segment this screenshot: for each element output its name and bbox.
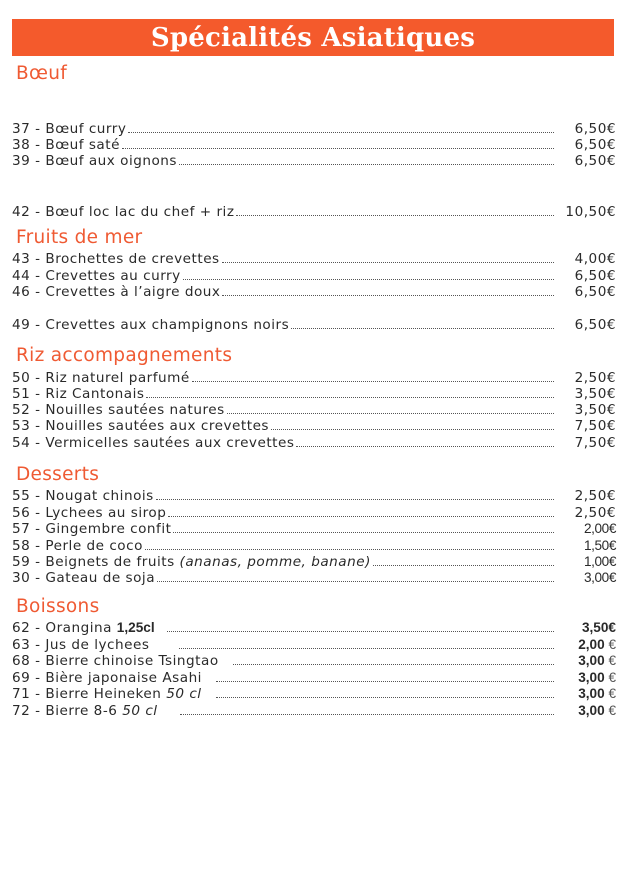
item-number: 56 [12, 505, 31, 521]
menu-item: 44 - Crevettes au curry 6,50€ [12, 268, 616, 284]
dot-leader [216, 697, 554, 698]
item-price: 4,00€ [574, 251, 616, 267]
item-name: Crevettes au curry [45, 268, 181, 284]
item-price: 6,50€ [574, 317, 616, 333]
dot-leader [233, 664, 554, 665]
item-name: Bœuf aux oignons [45, 153, 177, 169]
item-price: 10,50€ [565, 204, 616, 220]
menu-item: 30 - Gateau de soja 3,00€ [12, 570, 616, 586]
item-price: 2,00€ [583, 521, 616, 536]
menu-item: 56 - Lychees au sirop 2,50€ [12, 505, 616, 521]
menu-item: 37 - Bœuf curry 6,50€ [12, 121, 616, 137]
item-price: 2,50€ [574, 505, 616, 521]
item-name: Gingembre confit [45, 521, 172, 537]
dot-leader [271, 429, 554, 430]
dot-leader [122, 148, 554, 149]
menu-item: 59 - Beignets de fruits (ananas, pomme, banane) 1,00€ [12, 554, 616, 570]
section-title-boissons: Boissons [16, 596, 100, 617]
item-name: Bœuf saté [45, 137, 120, 153]
dot-leader [183, 279, 554, 280]
menu-item: 58 - Perle de coco 1,50€ [12, 538, 616, 554]
item-size: 1,25cl [116, 620, 155, 635]
item-price: 6,50€ [574, 284, 616, 300]
item-number: 38 [12, 137, 31, 153]
currency: € [608, 637, 616, 652]
menu-item: 72 - Bierre 8-6 50 cl 3,00 € [12, 703, 616, 719]
item-price: 1,50€ [583, 538, 616, 553]
item-number: 54 [12, 435, 31, 451]
dot-leader [179, 164, 554, 165]
dot-leader [216, 681, 554, 682]
item-name: Riz naturel parfumé [45, 370, 190, 386]
dot-leader [373, 565, 554, 566]
menu-item: 50 - Riz naturel parfumé 2,50€ [12, 370, 616, 386]
item-number: 46 [12, 284, 31, 300]
item-number: 42 [12, 204, 31, 220]
menu-item: 46 - Crevettes à l’aigre doux 6,50€ [12, 284, 616, 300]
item-number: 71 [12, 686, 31, 702]
item-number: 63 [12, 637, 31, 653]
dot-leader [291, 328, 554, 329]
section-title-riz: Riz accompagnements [16, 345, 233, 366]
item-price: 2,00 [578, 637, 605, 652]
dot-leader [296, 446, 554, 447]
item-name: Perle de coco [45, 538, 143, 554]
item-number: 58 [12, 538, 31, 554]
item-number: 62 [12, 620, 31, 636]
item-number: 37 [12, 121, 31, 137]
item-name: Orangina [45, 620, 112, 636]
item-price: 3,00 [578, 670, 605, 685]
item-name: Bœuf curry [45, 121, 127, 137]
item-price: 6,50€ [574, 153, 616, 169]
item-price: 7,50€ [574, 418, 616, 434]
item-price: 3,00 [578, 703, 605, 718]
item-number: 59 [12, 554, 31, 570]
item-number: 44 [12, 268, 31, 284]
dot-leader [168, 516, 554, 517]
item-price: 3,50€ [574, 402, 616, 418]
menu-item: 43 - Brochettes de crevettes 4,00€ [12, 251, 616, 267]
item-price: 6,50€ [574, 137, 616, 153]
menu-item: 63 - Jus de lychees 2,00 € [12, 637, 616, 653]
page-title: Spécialités Asiatiques [150, 22, 476, 53]
dot-leader [222, 262, 554, 263]
menu-item: 53 - Nouilles sautées aux crevettes 7,50€ [12, 418, 616, 434]
item-number: 50 [12, 370, 31, 386]
item-price: 1,00€ [583, 554, 616, 569]
item-name: Bière japonaise Asahi [45, 670, 202, 686]
item-number: 51 [12, 386, 31, 402]
item-number: 49 [12, 317, 31, 333]
item-number: 55 [12, 488, 31, 504]
item-note: 50 cl [166, 686, 202, 702]
menu-item: 52 - Nouilles sautées natures 3,50€ [12, 402, 616, 418]
section-title-boeuf: Bœuf [16, 63, 68, 84]
dot-leader [180, 714, 554, 715]
dot-leader [145, 549, 554, 550]
item-price: 3,50€ [581, 620, 616, 635]
menu-item: 54 - Vermicelles sautées aux crevettes 7,50€ [12, 435, 616, 451]
item-name: Crevettes aux champignons noirs [45, 317, 290, 333]
menu-item: 69 - Bière japonaise Asahi 3,00 € [12, 670, 616, 686]
item-price: 7,50€ [574, 435, 616, 451]
title-banner [12, 19, 614, 56]
dot-leader [192, 381, 554, 382]
currency: € [608, 653, 616, 668]
section-title-desserts: Desserts [16, 464, 100, 485]
item-number: 53 [12, 418, 31, 434]
item-name: Nouilles sautées aux crevettes [45, 418, 270, 434]
item-price: 3,00 [578, 686, 605, 701]
menu-item: 55 - Nougat chinois 2,50€ [12, 488, 616, 504]
dot-leader [227, 413, 554, 414]
dot-leader [173, 532, 554, 533]
item-number: 43 [12, 251, 31, 267]
dot-leader [156, 499, 554, 500]
item-price: 6,50€ [574, 268, 616, 284]
item-name: Bierre 8-6 [45, 703, 118, 719]
menu-item: 51 - Riz Cantonais 3,50€ [12, 386, 616, 402]
item-name: Crevettes à l’aigre doux [45, 284, 221, 300]
menu-item: 71 - Bierre Heineken 50 cl 3,00 € [12, 686, 616, 702]
menu-item: 62 - Orangina 1,25cl 3,50€ [12, 620, 616, 636]
menu-item: 57 - Gingembre confit 2,00€ [12, 521, 616, 537]
dot-leader [222, 295, 554, 296]
item-name: Beignets de fruits [45, 554, 175, 570]
item-number: 57 [12, 521, 31, 537]
item-price: 3,50€ [574, 386, 616, 402]
dot-leader [179, 648, 554, 649]
currency: € [608, 686, 616, 701]
item-name: Nouilles sautées natures [45, 402, 225, 418]
dot-leader [236, 215, 554, 216]
item-name: Bœuf loc lac du chef + riz [45, 204, 235, 220]
menu-item: 38 - Bœuf saté 6,50€ [12, 137, 616, 153]
item-name: Brochettes de crevettes [45, 251, 220, 267]
item-name: Jus de lychees [45, 637, 150, 653]
item-name: Gateau de soja [45, 570, 156, 586]
item-price: 2,50€ [574, 370, 616, 386]
item-price: 3,00€ [583, 570, 616, 585]
dot-leader [167, 631, 554, 632]
item-number: 69 [12, 670, 31, 686]
item-price: 6,50€ [574, 121, 616, 137]
item-note: 50 cl [122, 703, 158, 719]
item-name: Bierre Heineken [45, 686, 162, 702]
item-number: 68 [12, 653, 31, 669]
menu-item: 68 - Bierre chinoise Tsingtao 3,00 € [12, 653, 616, 669]
item-number: 52 [12, 402, 31, 418]
dot-leader [128, 132, 554, 133]
item-price: 3,00 [578, 653, 605, 668]
dot-leader [146, 397, 554, 398]
item-name: Riz Cantonais [45, 386, 145, 402]
section-title-fruits-de-mer: Fruits de mer [16, 227, 143, 248]
item-number: 72 [12, 703, 31, 719]
dot-leader [157, 581, 554, 582]
item-name: Lychees au sirop [45, 505, 167, 521]
menu-item: 42 - Bœuf loc lac du chef + riz 10,50€ [12, 204, 616, 220]
item-name: Nougat chinois [45, 488, 154, 504]
menu-item: 49 - Crevettes aux champignons noirs 6,50€ [12, 317, 616, 333]
item-number: 39 [12, 153, 31, 169]
currency: € [608, 703, 616, 718]
item-name: Bierre chinoise Tsingtao [45, 653, 219, 669]
item-note: (ananas, pomme, banane) [179, 554, 371, 570]
item-name: Vermicelles sautées aux crevettes [45, 435, 295, 451]
item-price: 2,50€ [574, 488, 616, 504]
currency: € [608, 670, 616, 685]
item-number: 30 [12, 570, 31, 586]
menu-item: 39 - Bœuf aux oignons 6,50€ [12, 153, 616, 169]
